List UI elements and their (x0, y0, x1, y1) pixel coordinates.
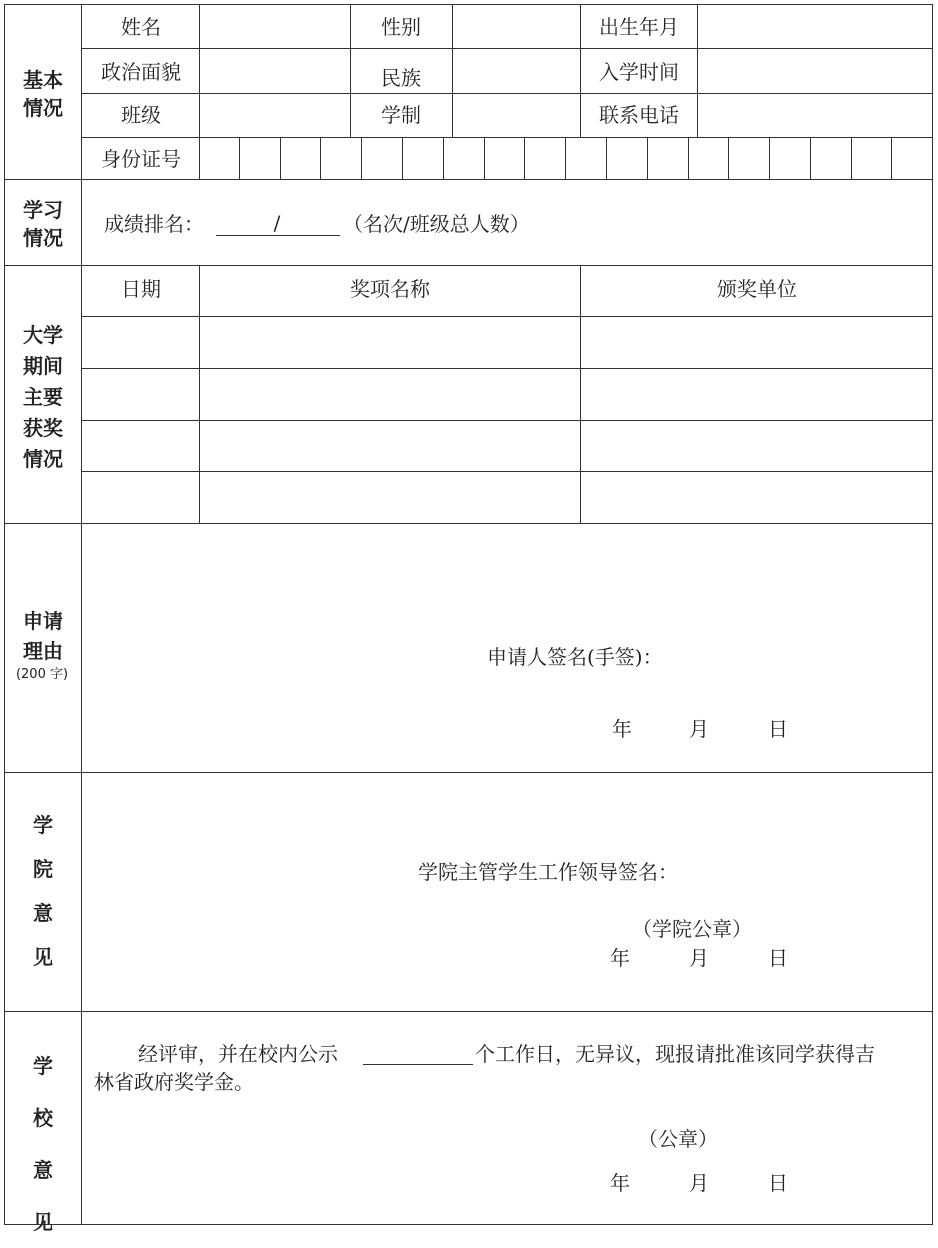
college-year: 年 (610, 946, 630, 970)
school-month: 月 (689, 1171, 709, 1195)
college-label-line1: 学 (33, 813, 53, 837)
awards-header-name: 奖项名称 (350, 277, 430, 301)
id-digit-divider (443, 137, 444, 180)
birth-label: 出生年月 (599, 15, 679, 39)
political-label: 政治面貌 (101, 60, 181, 84)
id-digit-divider (524, 137, 525, 180)
school-section-label (33, 1040, 53, 1248)
section-line (4, 265, 933, 266)
school-label-line1: 学 (33, 1054, 53, 1078)
reason-year: 年 (612, 717, 632, 741)
school-text-part3: 林省政府奖学金。 (94, 1070, 254, 1094)
id-digit-divider (361, 137, 362, 180)
col-line (452, 4, 453, 138)
phone-label: 联系电话 (599, 103, 679, 127)
college-label-line2: 院 (33, 857, 53, 881)
college-day: 日 (768, 946, 788, 970)
id-digit-divider (891, 137, 892, 180)
awards-label-line2: 期间 (23, 354, 63, 378)
id-digit-divider (606, 137, 607, 180)
basic-section-label-line1: 基本 (23, 68, 63, 92)
id-digit-divider (484, 137, 485, 180)
id-digit-divider (565, 137, 566, 180)
id-digit-divider (402, 137, 403, 180)
section-line (4, 179, 933, 180)
row-line (82, 316, 933, 317)
study-section-label (23, 196, 63, 252)
college-signature-label: 学院主管学生工作领导签名： (418, 860, 678, 884)
applicant-signature-label: 申请人签名(手签)： (487, 645, 663, 669)
college-label-line3: 意 (33, 901, 53, 925)
college-seal: （学院公章） (632, 917, 752, 941)
school-label-line3: 意 (33, 1158, 53, 1182)
id-digit-divider (280, 137, 281, 180)
basic-section-label-line2: 情况 (23, 96, 63, 120)
reason-section-label (23, 606, 63, 666)
study-section-label-line1: 学习 (23, 198, 63, 222)
awards-section-label (23, 320, 63, 475)
school-label-line4: 见 (33, 1210, 53, 1234)
awards-label-line1: 大学 (23, 323, 63, 347)
row-line (82, 471, 933, 472)
col-line (350, 4, 351, 138)
col-line (199, 4, 200, 180)
school-days-blank-line (363, 1064, 473, 1065)
awards-header-date: 日期 (121, 277, 161, 301)
name-label: 姓名 (121, 15, 161, 39)
college-label-line4: 见 (33, 945, 53, 969)
reason-word-limit: (200 字) (15, 667, 69, 682)
awards-header-issuer: 颁奖单位 (717, 277, 797, 301)
row-line (82, 368, 933, 369)
row-line (82, 48, 933, 49)
rank-note: （名次/班级总人数） (343, 212, 530, 236)
class-label: 班级 (121, 103, 161, 127)
school-year: 年 (610, 1171, 630, 1195)
reason-label-line1: 申请 (23, 609, 63, 633)
id-digit-divider (647, 137, 648, 180)
border-left (4, 4, 5, 1225)
school-seal: （公章） (638, 1127, 718, 1151)
id-digit-divider (851, 137, 852, 180)
gender-label: 性别 (381, 15, 421, 39)
section-line (4, 523, 933, 524)
awards-label-line5: 情况 (23, 447, 63, 471)
enroll-label: 入学时间 (599, 60, 679, 84)
schooling-label: 学制 (381, 103, 421, 127)
school-text-part1: 经评审，并在校内公示 (138, 1042, 338, 1066)
study-section-label-line2: 情况 (23, 226, 63, 250)
school-label-line2: 校 (33, 1106, 53, 1130)
id-number-label: 身份证号 (101, 147, 181, 171)
college-month: 月 (689, 946, 709, 970)
reason-month: 月 (689, 717, 709, 741)
section-line (4, 1011, 933, 1012)
id-digit-divider (239, 137, 240, 180)
id-digit-divider (769, 137, 770, 180)
rank-label: 成绩排名： (104, 212, 204, 236)
border-right (932, 4, 933, 1225)
border-bottom (4, 1224, 933, 1225)
school-day: 日 (768, 1171, 788, 1195)
label-column-line (81, 4, 82, 1225)
id-digit-divider (688, 137, 689, 180)
ethnicity-label: 民族 (381, 66, 421, 90)
awards-label-line4: 获奖 (23, 416, 63, 440)
col-line (580, 4, 581, 138)
rank-slash: / (273, 211, 281, 235)
col-line (580, 265, 581, 524)
id-digit-divider (320, 137, 321, 180)
col-line (697, 4, 698, 138)
border-top (4, 4, 933, 5)
id-digit-divider (810, 137, 811, 180)
id-digit-divider (728, 137, 729, 180)
row-line (82, 137, 933, 138)
college-section-label (33, 803, 53, 979)
row-line (82, 420, 933, 421)
awards-label-line3: 主要 (23, 385, 63, 409)
basic-section-label (23, 66, 63, 122)
col-line (199, 265, 200, 524)
rank-blank-line (216, 235, 340, 236)
reason-label-line2: 理由 (23, 639, 63, 663)
school-text-part2: 个工作日，无异议，现报请批准该同学获得吉 (475, 1042, 875, 1066)
reason-day: 日 (768, 717, 788, 741)
section-line (4, 772, 933, 773)
row-line (82, 93, 933, 94)
